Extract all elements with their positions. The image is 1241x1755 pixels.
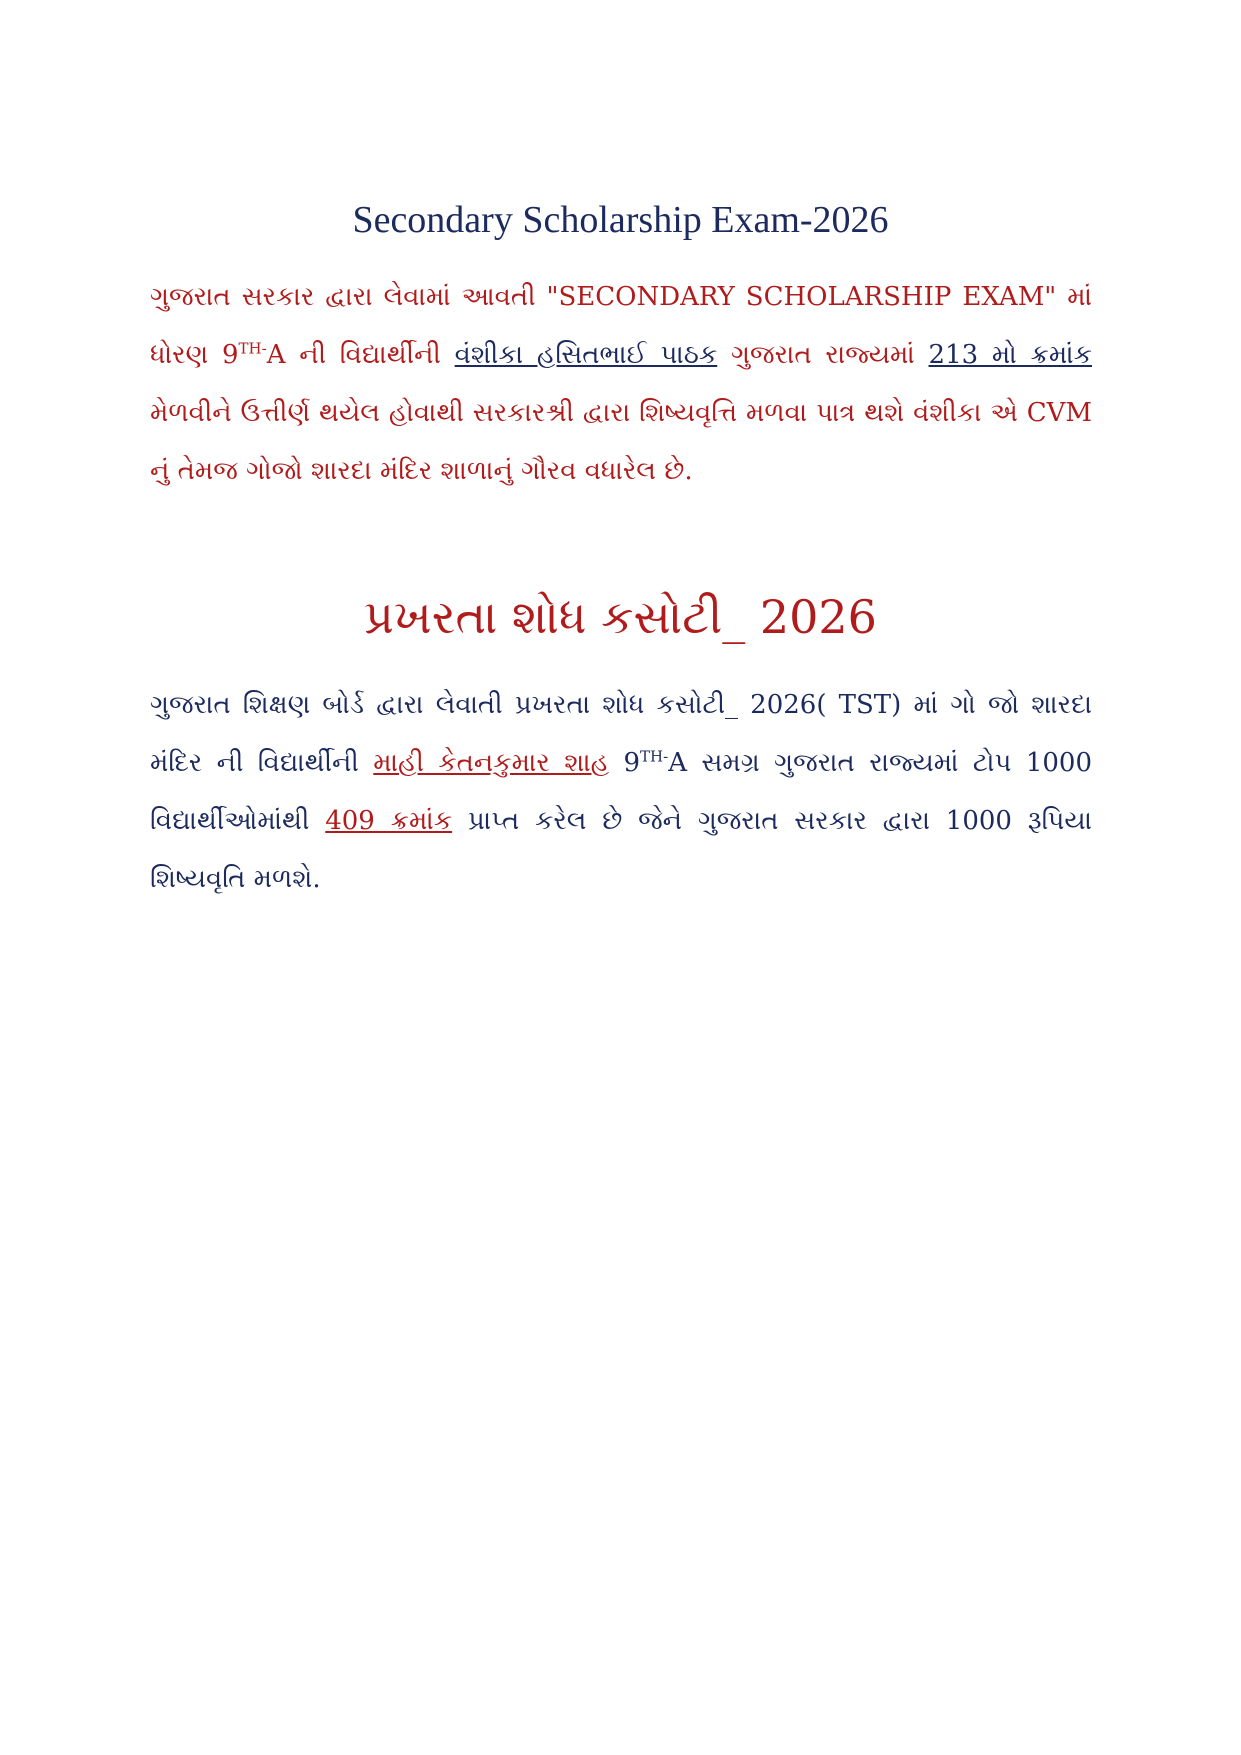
section2-paragraph <box>150 676 1092 908</box>
section2-text-4: પ્રાપ્ત કરેલ છે જેને ગુજરાત સરકાર દ્વારા 1000 રૂપિયા શિષ્યવૃતિ મળશે. <box>150 806 1092 894</box>
section1-text-1: ગુજરાત સરકાર દ્વારા લેવામાં આવતી "SECONDARY SCHOLARSHIP EXAM" માં ધોરણ 9 <box>150 282 1092 370</box>
section1-text-3: ગુજરાત રાજ્યમાં <box>717 340 929 370</box>
section2-rank: 409 ક્રમાંક <box>325 806 453 836</box>
section1-text-2: A ની વિદ્યાર્થીની <box>266 340 455 370</box>
section2-text-2: 9 <box>609 748 641 778</box>
section1-text-4: મેળવીને ઉત્તીર્ણ થયેલ હોવાથી સરકારશ્રી દ્વારા શિષ્યવૃત્તિ મળવા પાત્ર થશે વંશીકા એ CVM નું તેમજ ગોજો શારદા મંદિર શાળાનું ગૌરવ વધારેલ છે. <box>150 398 1092 486</box>
section1-student-name: વંશીકા હસિતભાઈ પાઠક <box>454 340 718 370</box>
section1-rank: 213 મો ક્રમાંક <box>928 340 1092 370</box>
section2-title: પ્રખરતા શોધ કસોટી_ 2026 <box>364 590 877 644</box>
section2-text-3: A સમગ્ર ગુજરાત રાજ્યમાં ટોપ 1000 વિદ્યાર્થીઓમાંથી <box>150 748 1092 836</box>
section2-student-name: માહી કેતનકુમાર શાહ <box>373 748 610 778</box>
section2-text-1: ગુજરાત શિક્ષણ બોર્ડ દ્વારા લેવાતી પ્રખરતા શોધ કસોટી_ 2026( TST) માં ગો જો શારદા મંદિર ની વિદ્યાર્થીની <box>150 690 1092 778</box>
section2-superscript: TH- <box>640 747 669 766</box>
section1-superscript: TH- <box>238 339 267 358</box>
section1-title: Secondary Scholarship Exam-2026 <box>352 199 889 241</box>
section1-paragraph <box>150 268 1092 500</box>
